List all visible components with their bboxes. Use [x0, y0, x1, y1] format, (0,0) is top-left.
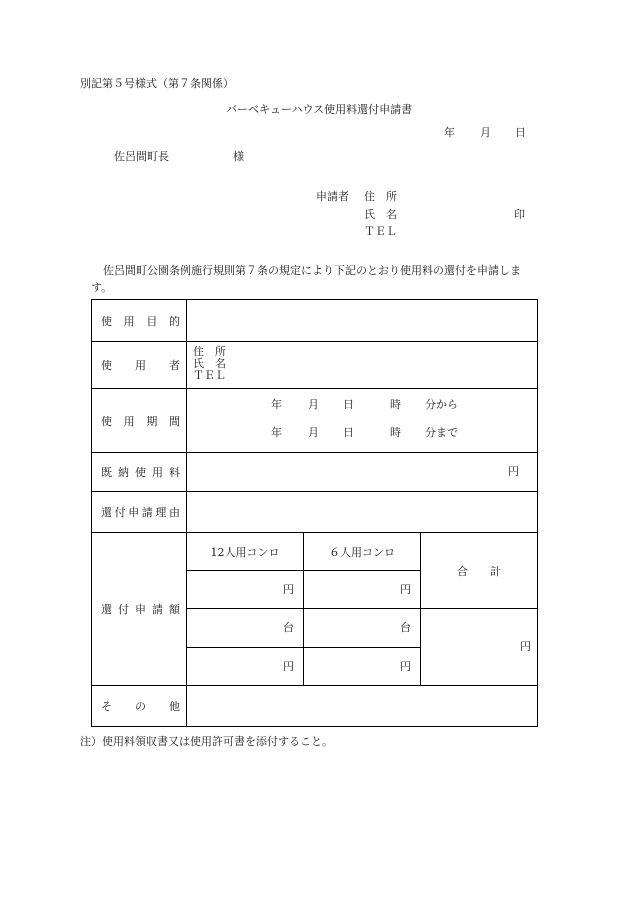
refund-12-subtotal-yen: 円 — [283, 659, 294, 673]
total-header: 合 計 — [421, 533, 538, 609]
label-char: 請 — [152, 602, 163, 616]
other-label — [92, 685, 187, 726]
addressee-honorific: 様 — [233, 150, 244, 163]
period-label-text — [101, 413, 180, 429]
period-label — [92, 389, 187, 452]
user-value[interactable] — [187, 342, 538, 389]
intro-text-cont: す。 — [91, 281, 113, 294]
purpose-label-text — [101, 313, 180, 329]
label-char: 目 — [146, 314, 158, 328]
label-char: 料 — [169, 465, 180, 479]
label-char: 還 — [101, 602, 112, 616]
label-char: 用 — [123, 314, 135, 328]
footnote: 注）使用料領収書又は使用許可書を添付すること。 — [80, 735, 333, 748]
label-char: 用 — [123, 414, 135, 428]
from-hour: 時 — [390, 398, 401, 412]
date-month: 月 — [480, 126, 491, 139]
purpose-label — [92, 300, 187, 342]
to-day: 日 — [343, 426, 354, 440]
label-char: 納 — [118, 465, 129, 479]
reason-label — [92, 491, 187, 532]
label-char: 還 — [101, 505, 112, 519]
label-char: 理 — [155, 505, 167, 519]
date-year: 年 — [444, 126, 455, 139]
to-month: 月 — [308, 426, 319, 440]
label-char: 付 — [114, 505, 126, 519]
intro-text: 佐呂間町公園条例施行規則第７条の規定により下記のとおり使用料の還付を申請しま — [103, 264, 521, 277]
user-label-text — [101, 357, 180, 373]
refund-12-yen: 円 — [283, 583, 294, 597]
refund-6-units[interactable] — [304, 609, 421, 647]
label-char: 期 — [146, 414, 158, 428]
applicant-name: 氏 名 — [364, 208, 397, 221]
label-char: 用 — [135, 359, 146, 373]
label-char: 請 — [141, 505, 153, 519]
label-char: 付 — [118, 602, 129, 616]
refund-6-subtotal-yen: 円 — [400, 659, 411, 673]
label-char: 用 — [152, 465, 163, 479]
from-year: 年 — [271, 398, 282, 412]
applicant-tel: ＴＥＬ — [364, 225, 397, 238]
purpose-value[interactable] — [187, 300, 538, 342]
form-title: バーベキューハウス使用料還付申請書 — [226, 103, 413, 116]
other-label-text — [101, 698, 180, 714]
label-char: 申 — [128, 505, 140, 519]
paid-yen: 円 — [508, 464, 520, 478]
paid-value[interactable] — [187, 452, 538, 491]
other-value[interactable] — [187, 685, 538, 726]
label-char: 間 — [168, 414, 180, 428]
label-char: の — [135, 699, 146, 713]
date-day: 日 — [515, 126, 526, 139]
refund-6-amount[interactable] — [304, 571, 421, 609]
label-char: 他 — [169, 699, 180, 713]
user-label — [92, 342, 187, 389]
refund-6-yen: 円 — [400, 583, 411, 597]
row-purpose — [92, 300, 538, 342]
refund-label — [92, 533, 187, 686]
label-char: 既 — [101, 465, 112, 479]
to-minute: 分まで — [425, 426, 458, 440]
refund-6-subtotal[interactable] — [304, 647, 421, 685]
label-char: 者 — [169, 359, 180, 373]
from-day: 日 — [343, 398, 354, 412]
total-amount[interactable] — [421, 609, 538, 685]
user-name-label: 氏 名 — [193, 357, 226, 371]
seal-mark: 印 — [514, 208, 525, 221]
row-paid — [92, 452, 538, 491]
row-user — [92, 342, 538, 389]
from-minute: 分から — [425, 398, 458, 412]
label-char: 使 — [101, 414, 112, 428]
form-id: 別記第５号様式（第７条関係） — [80, 77, 234, 90]
refund-12-amount[interactable] — [187, 571, 304, 609]
to-year: 年 — [271, 426, 282, 440]
row-reason — [92, 491, 538, 532]
refund-form-table — [91, 299, 538, 727]
user-tel-label: ＴＥＬ — [193, 369, 226, 383]
label-char: 額 — [169, 602, 180, 616]
refund-12-units[interactable] — [187, 609, 304, 647]
applicant-label: 申請者 — [316, 190, 349, 203]
from-month: 月 — [308, 398, 319, 412]
row-period — [92, 389, 538, 452]
refund-12-unit: 台 — [283, 621, 294, 635]
addressee-name: 佐呂間町長 — [114, 150, 169, 163]
paid-label-text — [101, 464, 180, 480]
refund-12-subtotal[interactable] — [187, 647, 304, 685]
label-char: そ — [101, 699, 112, 713]
col-6-header: ６人用コンロ — [304, 533, 421, 571]
reason-value[interactable] — [187, 491, 538, 532]
label-char: 使 — [101, 359, 112, 373]
user-address-label: 住 所 — [193, 345, 226, 359]
total-yen: 円 — [520, 640, 532, 654]
row-refund-header — [92, 533, 538, 571]
refund-label-text — [101, 601, 180, 617]
row-other — [92, 685, 538, 726]
to-hour: 時 — [390, 426, 401, 440]
label-char: 由 — [168, 505, 180, 519]
paid-label — [92, 452, 187, 491]
refund-6-unit: 台 — [400, 621, 411, 635]
label-char: 使 — [101, 314, 112, 328]
label-char: 的 — [168, 314, 180, 328]
col-12-header: 12人用コンロ — [187, 533, 304, 571]
applicant-address: 住 所 — [364, 190, 397, 203]
label-char: 使 — [135, 465, 146, 479]
period-value[interactable] — [187, 389, 538, 452]
label-char: 申 — [135, 602, 146, 616]
reason-label-text — [101, 504, 180, 520]
